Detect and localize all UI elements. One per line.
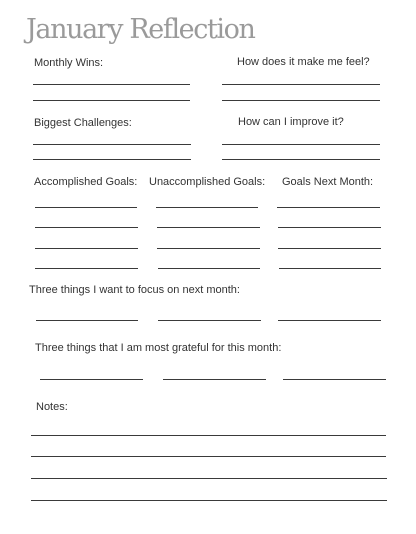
next-month-line-2[interactable] (278, 227, 381, 228)
biggest-challenges-label: Biggest Challenges: (34, 117, 132, 129)
notes-line-3[interactable] (31, 478, 387, 479)
grateful-line-3[interactable] (283, 379, 386, 380)
unaccomplished-line-3[interactable] (157, 248, 260, 249)
notes-line-1[interactable] (31, 435, 386, 436)
challenges-line-2[interactable] (33, 159, 191, 160)
improve-line-1[interactable] (222, 144, 380, 145)
accomplished-line-2[interactable] (35, 227, 138, 228)
challenges-line-1[interactable] (33, 144, 191, 145)
how-feel-label: How does it make me feel? (237, 56, 370, 68)
monthly-wins-line-1[interactable] (33, 84, 190, 85)
how-feel-line-1[interactable] (222, 84, 380, 85)
goals-next-month-label: Goals Next Month: (282, 176, 374, 188)
focus-line-1[interactable] (36, 320, 138, 321)
how-feel-line-2[interactable] (222, 100, 380, 101)
grateful-line-2[interactable] (163, 379, 266, 380)
how-improve-label: How can I improve it? (238, 116, 344, 128)
monthly-wins-label: Monthly Wins: (34, 57, 104, 69)
notes-line-4[interactable] (31, 500, 387, 501)
unaccomplished-line-4[interactable] (158, 268, 260, 269)
three-grateful-label: Three things that I am most grateful for this month: (35, 342, 282, 354)
accomplished-line-1[interactable] (35, 207, 137, 208)
unaccomplished-goals-label: Unaccomplished Goals: (149, 176, 266, 188)
three-focus-label: Three things I want to focus on next month: (29, 284, 240, 296)
next-month-line-1[interactable] (277, 207, 380, 208)
accomplished-line-3[interactable] (35, 248, 138, 249)
grateful-line-1[interactable] (40, 379, 143, 380)
focus-line-3[interactable] (278, 320, 381, 321)
notes-label: Notes: (36, 401, 68, 413)
notes-line-2[interactable] (31, 456, 386, 457)
monthly-wins-line-2[interactable] (33, 100, 190, 101)
focus-line-2[interactable] (158, 320, 261, 321)
accomplished-goals-label: Accomplished Goals: (34, 176, 138, 188)
unaccomplished-line-1[interactable] (156, 207, 258, 208)
next-month-line-3[interactable] (278, 248, 381, 249)
unaccomplished-line-2[interactable] (157, 227, 260, 228)
improve-line-2[interactable] (222, 159, 380, 160)
page-title: January Reflection (26, 14, 255, 45)
accomplished-line-4[interactable] (35, 268, 138, 269)
next-month-line-4[interactable] (279, 268, 381, 269)
